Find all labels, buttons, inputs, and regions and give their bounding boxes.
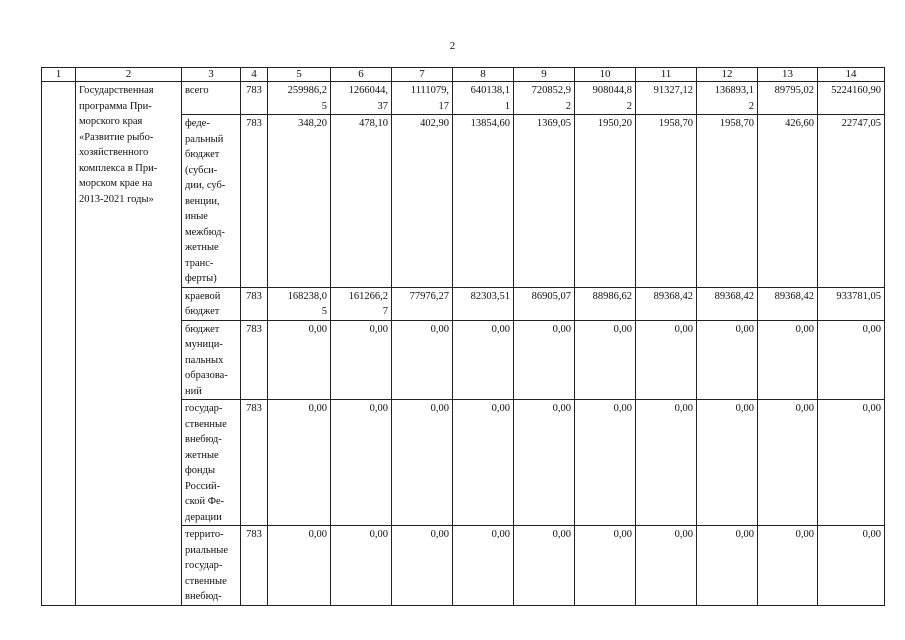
amount-cell: 89795,02 xyxy=(758,82,818,115)
amount-cell: 82303,51 xyxy=(453,287,514,320)
column-header: 8 xyxy=(453,68,514,82)
column-number-row xyxy=(42,68,885,82)
column-header: 3 xyxy=(182,68,241,82)
amount-cell: 0,00 xyxy=(758,526,818,606)
column-header: 1 xyxy=(42,68,76,82)
column-header: 12 xyxy=(697,68,758,82)
amount-cell: 22747,05 xyxy=(818,115,885,288)
amount-cell: 0,00 xyxy=(392,400,453,526)
amount-cell: 0,00 xyxy=(453,526,514,606)
amount-cell: 478,10 xyxy=(331,115,392,288)
amount-cell: 77976,27 xyxy=(392,287,453,320)
amount-cell: 0,00 xyxy=(758,400,818,526)
amount-cell: 0,00 xyxy=(514,400,575,526)
amount-cell: 86905,07 xyxy=(514,287,575,320)
amount-cell: 1111079, 17 xyxy=(392,82,453,115)
column-header: 13 xyxy=(758,68,818,82)
amount-cell: 89368,42 xyxy=(697,287,758,320)
administrator-code-cell: 783 xyxy=(241,287,268,320)
funding-source-cell: феде- ральный бюджет (субси- дии, суб- венции, иные межбюд- жетные транс- ферты) xyxy=(182,115,241,288)
amount-cell: 0,00 xyxy=(636,320,697,400)
amount-cell: 0,00 xyxy=(636,526,697,606)
amount-cell: 426,60 xyxy=(758,115,818,288)
amount-cell: 89368,42 xyxy=(758,287,818,320)
amount-cell: 161266,2 7 xyxy=(331,287,392,320)
amount-cell: 0,00 xyxy=(331,400,392,526)
amount-cell: 5224160,90 xyxy=(818,82,885,115)
amount-cell: 13854,60 xyxy=(453,115,514,288)
funding-source-cell: бюджет муници- пальных образова- ний xyxy=(182,320,241,400)
column-header: 14 xyxy=(818,68,885,82)
amount-cell: 348,20 xyxy=(268,115,331,288)
column-header: 4 xyxy=(241,68,268,82)
amount-cell: 0,00 xyxy=(697,400,758,526)
amount-cell: 0,00 xyxy=(514,320,575,400)
amount-cell: 640138,1 1 xyxy=(453,82,514,115)
amount-cell: 0,00 xyxy=(818,320,885,400)
amount-cell: 0,00 xyxy=(268,400,331,526)
amount-cell: 136893,1 2 xyxy=(697,82,758,115)
amount-cell: 0,00 xyxy=(268,526,331,606)
amount-cell: 0,00 xyxy=(697,526,758,606)
column-header: 2 xyxy=(76,68,182,82)
row-number-cell xyxy=(42,82,76,606)
amount-cell: 1266044, 37 xyxy=(331,82,392,115)
amount-cell: 0,00 xyxy=(758,320,818,400)
amount-cell: 0,00 xyxy=(636,400,697,526)
amount-cell: 0,00 xyxy=(453,320,514,400)
amount-cell: 0,00 xyxy=(575,320,636,400)
amount-cell: 1369,05 xyxy=(514,115,575,288)
program-funding-table xyxy=(41,67,885,606)
amount-cell: 259986,2 5 xyxy=(268,82,331,115)
column-header: 5 xyxy=(268,68,331,82)
amount-cell: 908044,8 2 xyxy=(575,82,636,115)
amount-cell: 88986,62 xyxy=(575,287,636,320)
amount-cell: 0,00 xyxy=(514,526,575,606)
amount-cell: 0,00 xyxy=(575,526,636,606)
amount-cell: 0,00 xyxy=(331,320,392,400)
amount-cell: 89368,42 xyxy=(636,287,697,320)
administrator-code-cell: 783 xyxy=(241,82,268,115)
amount-cell: 0,00 xyxy=(697,320,758,400)
amount-cell: 1950,20 xyxy=(575,115,636,288)
amount-cell: 91327,12 xyxy=(636,82,697,115)
amount-cell: 168238,0 5 xyxy=(268,287,331,320)
amount-cell: 933781,05 xyxy=(818,287,885,320)
funding-source-cell: террито- риальные государ- ственные внебюд- xyxy=(182,526,241,606)
amount-cell: 720852,9 2 xyxy=(514,82,575,115)
administrator-code-cell: 783 xyxy=(241,115,268,288)
column-header: 10 xyxy=(575,68,636,82)
column-header: 7 xyxy=(392,68,453,82)
administrator-code-cell: 783 xyxy=(241,400,268,526)
column-header: 9 xyxy=(514,68,575,82)
funding-source-cell: государ- ственные внебюд- жетные фонды Россий- ской Фе- дерации xyxy=(182,400,241,526)
amount-cell: 0,00 xyxy=(575,400,636,526)
program-name-cell: Государственная программа При- морского края «Развитие рыбо- хозяйственного комплекса в При- морском крае на 2013-2021 годы» xyxy=(76,82,182,606)
column-header: 6 xyxy=(331,68,392,82)
administrator-code-cell: 783 xyxy=(241,320,268,400)
amount-cell: 0,00 xyxy=(331,526,392,606)
table-row xyxy=(42,82,885,115)
amount-cell: 0,00 xyxy=(453,400,514,526)
column-header: 11 xyxy=(636,68,697,82)
amount-cell: 0,00 xyxy=(818,400,885,526)
amount-cell: 0,00 xyxy=(268,320,331,400)
amount-cell: 402,90 xyxy=(392,115,453,288)
funding-source-cell: краевой бюджет xyxy=(182,287,241,320)
amount-cell: 0,00 xyxy=(392,526,453,606)
funding-source-cell: всего xyxy=(182,82,241,115)
amount-cell: 0,00 xyxy=(818,526,885,606)
administrator-code-cell: 783 xyxy=(241,526,268,606)
page-number: 2 xyxy=(449,40,456,52)
amount-cell: 1958,70 xyxy=(697,115,758,288)
amount-cell: 0,00 xyxy=(392,320,453,400)
amount-cell: 1958,70 xyxy=(636,115,697,288)
